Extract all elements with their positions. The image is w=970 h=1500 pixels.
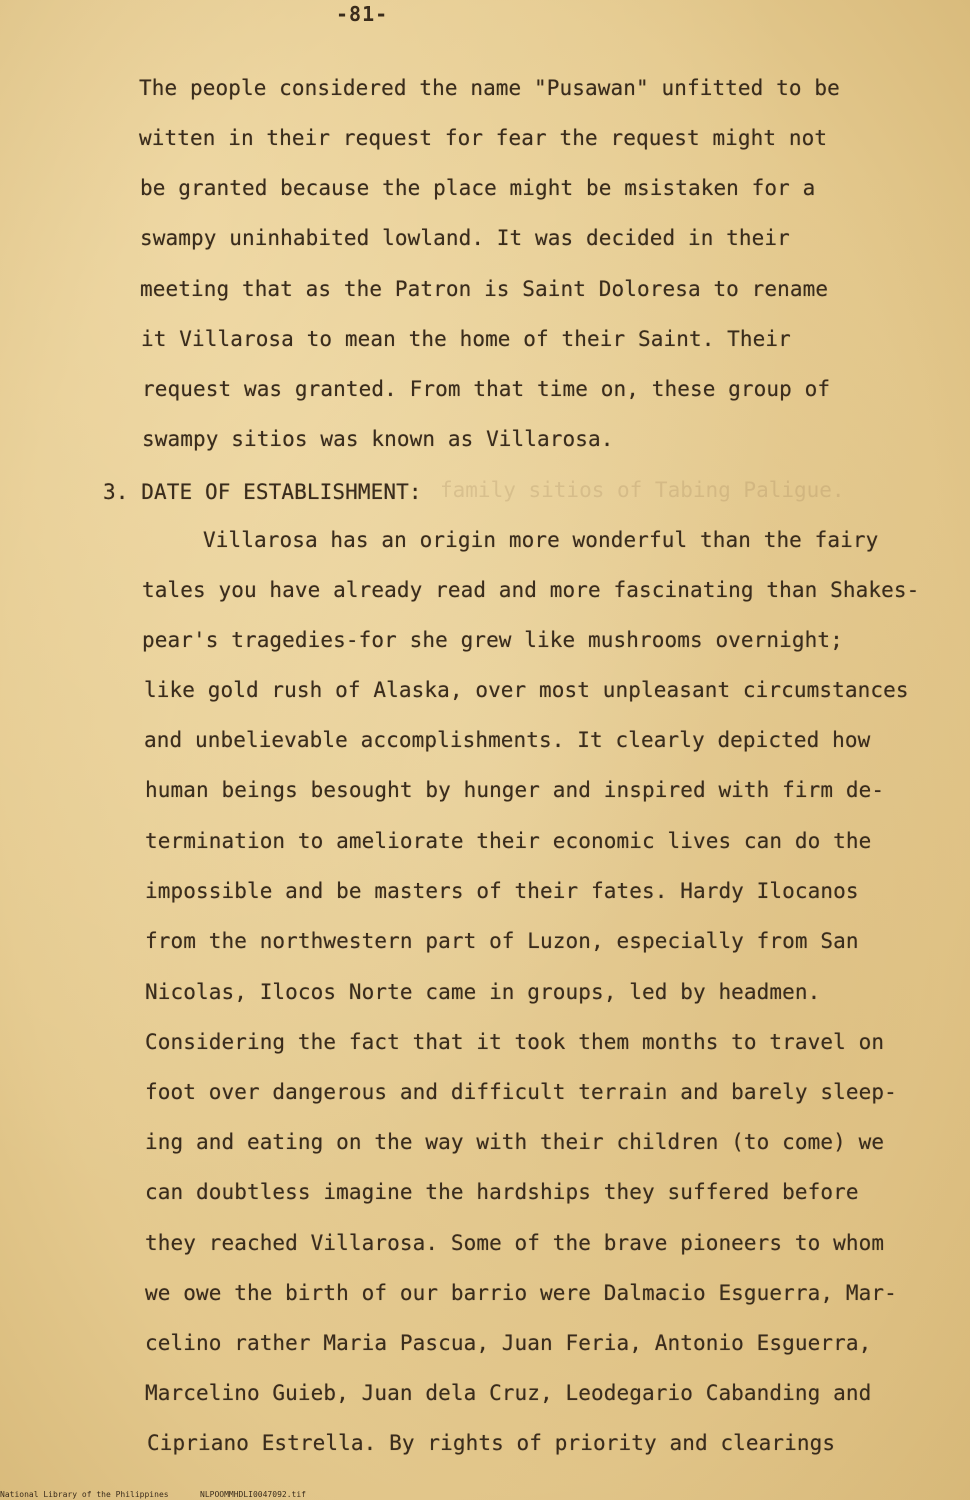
text-line: meeting that as the Patron is Saint Doloresa to rename [140,277,829,301]
text-line: swampy uninhabited lowland. It was decided in their [140,226,790,250]
text-line: Villarosa has an origin more wonderful than the fairy [203,528,879,552]
text-line: request was granted. From that time on, these group of [142,377,831,401]
text-line: we owe the birth of our barrio were Dalmacio Esguerra, Mar- [145,1281,897,1305]
text-line: Cipriano Estrella. By rights of priority and clearings [147,1431,836,1455]
text-line: witten in their request for fear the request might not [139,126,828,150]
text-line: like gold rush of Alaska, over most unpleasant circumstances [144,678,909,702]
text-line: foot over dangerous and difficult terrain and barely sleep- [145,1080,897,1104]
text-line: celino rather Maria Pascua, Juan Feria, Antonio Esguerra, [145,1331,872,1355]
footer-file-name: NLPOOMMHDLI0047092.tif [200,1490,306,1499]
text-line: The people considered the name "Pusawan" unfitted to be [139,76,840,100]
text-line: it Villarosa to mean the home of their Saint. Their [141,327,791,351]
text-line: can doubtless imagine the hardships they suffered before [145,1180,859,1204]
text-line: tales you have already read and more fascinating than Shakes- [142,578,920,602]
text-line: Marcelino Guieb, Juan dela Cruz, Leodegario Cabanding and [145,1381,872,1405]
page-number: -81- [336,2,389,26]
text-line: ing and eating on the way with their children (to come) we [145,1130,885,1154]
text-line: human beings besought by hunger and inspired with firm de- [145,778,885,802]
section-heading: 3. DATE OF ESTABLISHMENT: [103,480,422,504]
text-line: Considering the fact that it took them months to travel on [145,1030,885,1054]
text-line: from the northwestern part of Luzon, especially from San [145,929,859,953]
bleed-through-text: family sitios of Tabing Paligue. [440,478,845,502]
text-line: pear's tragedies-for she grew like mushrooms overnight; [142,628,843,652]
text-line: swampy sitios was known as Villarosa. [142,427,614,451]
text-line: and unbelievable accomplishments. It clearly depicted how [144,728,871,752]
text-line: they reached Villarosa. Some of the brave pioneers to whom [145,1231,885,1255]
text-line: Nicolas, Ilocos Norte came in groups, led by headmen. [145,980,821,1004]
text-line: be granted because the place might be msistaken for a [140,176,816,200]
footer-library-credit: National Library of the Philippines [0,1490,169,1499]
text-line: termination to ameliorate their economic lives can do the [145,829,872,853]
text-line: impossible and be masters of their fates. Hardy Ilocanos [145,879,859,903]
